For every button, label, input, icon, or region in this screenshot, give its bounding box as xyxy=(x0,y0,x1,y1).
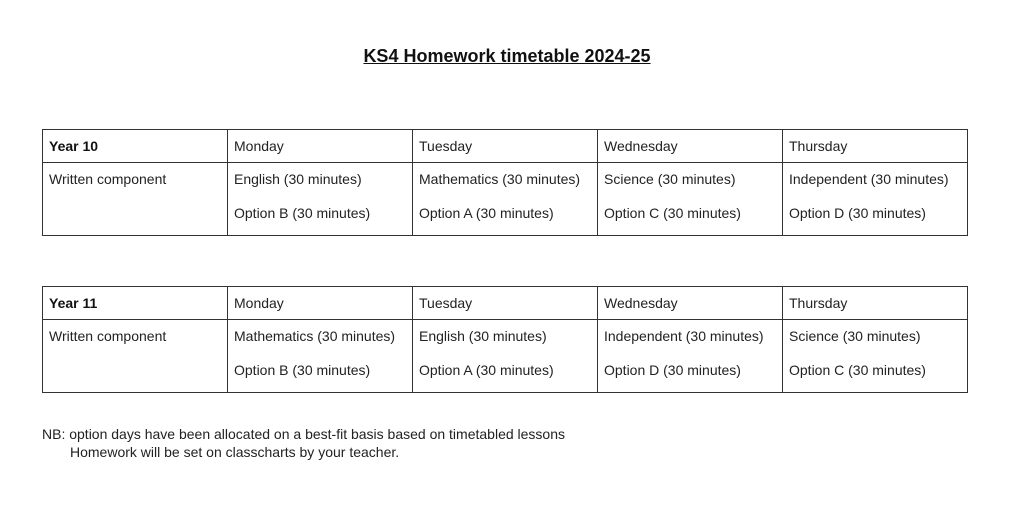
subject-entry: English (30 minutes) xyxy=(234,171,362,187)
year-11-timetable xyxy=(42,286,968,393)
subject-entry: Science (30 minutes) xyxy=(789,328,921,344)
cell-tuesday xyxy=(413,163,598,236)
subject-entry: English (30 minutes) xyxy=(419,328,547,344)
subject-entry: Mathematics (30 minutes) xyxy=(234,328,396,344)
option-entry: Option C (30 minutes) xyxy=(604,205,741,221)
cell-thursday xyxy=(783,163,968,236)
cell-tuesday xyxy=(413,320,598,393)
subject-entry: Independent (30 minutes) xyxy=(604,328,764,344)
day-header-tuesday: Tuesday xyxy=(413,130,598,163)
subject-entry: Mathematics (30 minutes) xyxy=(419,171,581,187)
day-header-monday: Monday xyxy=(228,130,413,163)
option-entry: Option B (30 minutes) xyxy=(234,205,371,221)
table-row xyxy=(43,163,968,236)
table-header-row xyxy=(43,130,968,163)
cell-thursday xyxy=(783,320,968,393)
day-header-thursday: Thursday xyxy=(783,287,968,320)
table-row xyxy=(43,320,968,393)
footnote-line-1: NB: option days have been allocated on a best-fit basis based on timetabled lessons xyxy=(42,426,565,442)
cell-monday xyxy=(228,320,413,393)
option-entry: Option D (30 minutes) xyxy=(789,205,926,221)
day-header-wednesday: Wednesday xyxy=(598,287,783,320)
day-header-tuesday: Tuesday xyxy=(413,287,598,320)
cell-wednesday xyxy=(598,163,783,236)
option-entry: Option A (30 minutes) xyxy=(419,362,554,378)
row-label: Written component xyxy=(43,320,228,393)
table-header-row xyxy=(43,287,968,320)
option-entry: Option D (30 minutes) xyxy=(604,362,741,378)
year-label: Year 11 xyxy=(43,287,228,320)
footnote xyxy=(42,425,565,461)
cell-wednesday xyxy=(598,320,783,393)
row-label: Written component xyxy=(43,163,228,236)
subject-entry: Independent (30 minutes) xyxy=(789,171,949,187)
page-title: KS4 Homework timetable 2024-25 xyxy=(363,46,651,66)
day-header-monday: Monday xyxy=(228,287,413,320)
option-entry: Option B (30 minutes) xyxy=(234,362,371,378)
footnote-line-2: Homework will be set on classcharts by your teacher. xyxy=(70,444,400,460)
year-label: Year 10 xyxy=(43,130,228,163)
cell-monday xyxy=(228,163,413,236)
year-10-timetable xyxy=(42,129,968,236)
option-entry: Option C (30 minutes) xyxy=(789,362,926,378)
subject-entry: Science (30 minutes) xyxy=(604,171,736,187)
option-entry: Option A (30 minutes) xyxy=(419,205,554,221)
day-header-wednesday: Wednesday xyxy=(598,130,783,163)
day-header-thursday: Thursday xyxy=(783,130,968,163)
